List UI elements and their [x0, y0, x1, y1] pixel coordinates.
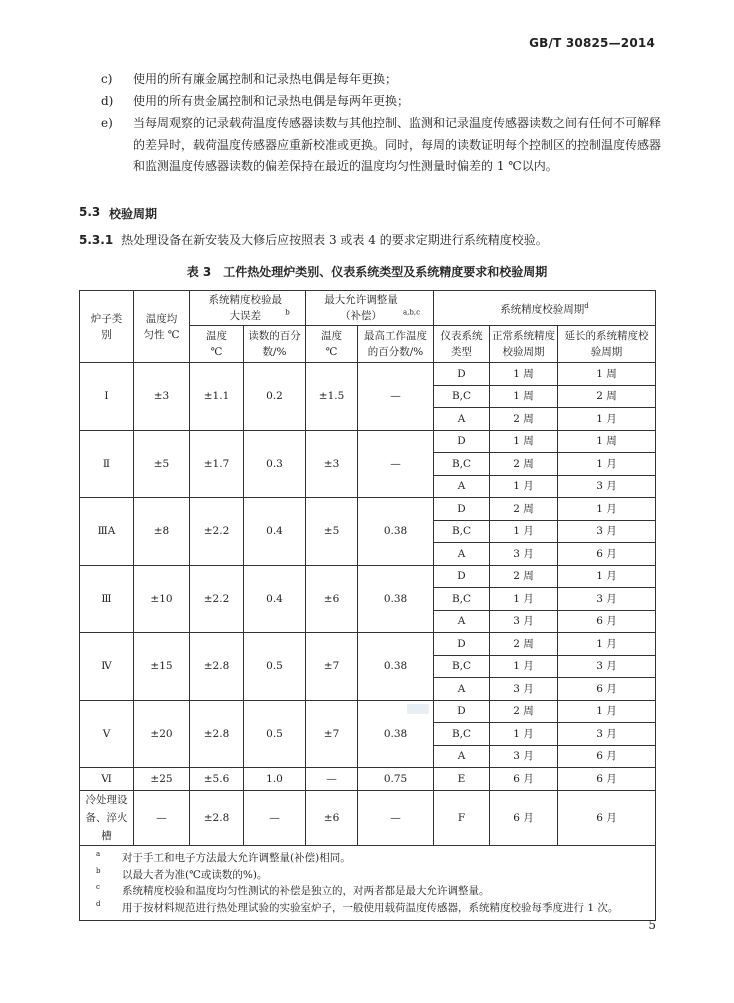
cell-inst-type: E: [434, 768, 490, 791]
cell-offset-pct: 0.38: [358, 498, 434, 566]
cell-sat-pct: —: [244, 791, 306, 846]
cell-normal-period: 1 月: [490, 520, 558, 543]
table-row: [80, 700, 656, 723]
cell-inst-type: B,C: [434, 385, 490, 408]
cell-sat-pct: 0.4: [244, 498, 306, 566]
cell-uniformity: ±8: [134, 498, 190, 566]
cell-offset-temp: ±1.5: [306, 363, 358, 431]
table-footnote: [96, 899, 649, 917]
table-row: [80, 565, 656, 588]
cell-extended-period: 1 月: [558, 408, 656, 431]
cell-inst-type: B,C: [434, 588, 490, 611]
table-row: [80, 363, 656, 386]
list-item-text: 使用的所有贵金属控制和记录热电偶是每两年更换；: [133, 94, 410, 108]
table-notes-row: [80, 846, 656, 921]
cell-offset-temp: —: [306, 768, 358, 791]
cell-sat-temp: ±1.7: [190, 430, 244, 498]
cell-class: Ⅲ: [80, 565, 134, 633]
cell-extended-period: 3 月: [558, 723, 656, 746]
header-sat-temp: 温度 ℃: [190, 326, 244, 363]
header-extended-period: 延长的系统精度校验周期: [558, 326, 656, 363]
cell-extended-period: 3 月: [558, 475, 656, 498]
footnote-text: 以最大者为准(℃或读数的%)。: [122, 868, 268, 881]
header-offset-temp: 温度 ℃: [306, 326, 358, 363]
cell-normal-period: 1 月: [490, 655, 558, 678]
cell-offset-pct: —: [358, 430, 434, 498]
header-sat-pct: 读数的百分数/%: [244, 326, 306, 363]
cell-uniformity: ±3: [134, 363, 190, 431]
table-row: [80, 633, 656, 656]
cell-class: 冷处理设备、淬火槽: [80, 791, 134, 846]
cell-extended-period: 6 月: [558, 791, 656, 846]
cell-sat-pct: 0.2: [244, 363, 306, 431]
footnote-text: 对于手工和电子方法最大允许调整量(补偿)相同。: [122, 852, 351, 864]
cell-inst-type: A: [434, 543, 490, 566]
cell-sat-pct: 0.5: [244, 700, 306, 768]
watermark-logo: [407, 704, 429, 714]
cell-inst-type: A: [434, 408, 490, 431]
table-row: [80, 768, 656, 791]
table-footnote: [96, 866, 649, 884]
cell-sat-pct: 1.0: [244, 768, 306, 791]
header-furnace-class: 炉子类别: [80, 291, 134, 363]
table-row: [80, 791, 656, 846]
header-inst-type: 仪表系统类型: [434, 326, 490, 363]
cell-inst-type: D: [434, 633, 490, 656]
cell-normal-period: 1 周: [490, 385, 558, 408]
cell-normal-period: 6 月: [490, 768, 558, 791]
list-item-label: d): [101, 94, 114, 108]
cell-inst-type: D: [434, 498, 490, 521]
cell-sat-pct: 0.5: [244, 633, 306, 701]
cell-normal-period: 1 月: [490, 475, 558, 498]
list-item-text: 使用的所有廉金属控制和记录热电偶是每年更换；: [133, 72, 398, 86]
cell-inst-type: B,C: [434, 655, 490, 678]
cell-inst-type: A: [434, 475, 490, 498]
table-notes: [80, 846, 656, 921]
cell-inst-type: B,C: [434, 453, 490, 476]
cell-normal-period: 1 周: [490, 363, 558, 386]
cell-inst-type: F: [434, 791, 490, 846]
header-normal-period: 正常系统精度校验周期: [490, 326, 558, 363]
cell-extended-period: 3 月: [558, 520, 656, 543]
page-number: 5: [648, 918, 656, 932]
cell-inst-type: D: [434, 363, 490, 386]
table-row: [80, 430, 656, 453]
cell-extended-period: 6 月: [558, 768, 656, 791]
cell-uniformity: ±25: [134, 768, 190, 791]
cell-extended-period: 1 月: [558, 700, 656, 723]
cell-normal-period: 1 周: [490, 430, 558, 453]
cell-extended-period: 1 月: [558, 453, 656, 476]
cell-class: Ⅱ: [80, 430, 134, 498]
cell-normal-period: 2 周: [490, 408, 558, 431]
cell-offset-temp: ±7: [306, 700, 358, 768]
cell-normal-period: 1 月: [490, 588, 558, 611]
cell-normal-period: 6 月: [490, 791, 558, 846]
cell-offset-pct: 0.75: [358, 768, 434, 791]
cell-class: Ⅵ: [80, 768, 134, 791]
cell-extended-period: 1 周: [558, 430, 656, 453]
cell-class: Ⅳ: [80, 633, 134, 701]
cell-uniformity: ±10: [134, 565, 190, 633]
cell-offset-temp: ±3: [306, 430, 358, 498]
cell-sat-temp: ±2.8: [190, 700, 244, 768]
footnote-key: b: [96, 866, 101, 875]
cell-normal-period: 2 周: [490, 498, 558, 521]
clause-5-3-1: [79, 231, 548, 248]
cell-sat-temp: ±5.6: [190, 768, 244, 791]
cell-sat-temp: ±1.1: [190, 363, 244, 431]
cell-offset-temp: ±7: [306, 633, 358, 701]
clause-text: 热处理设备在新安装及大修后应按照表 3 或表 4 的要求定期进行系统精度校验。: [121, 233, 548, 247]
cell-extended-period: 1 月: [558, 565, 656, 588]
cell-class: Ⅴ: [80, 700, 134, 768]
cell-inst-type: A: [434, 610, 490, 633]
header-offset-group: 最大允许调整量（补偿） $^{a,b,c}$: [306, 291, 434, 326]
table-footnote: [96, 883, 649, 900]
cell-offset-pct: —: [358, 363, 434, 431]
cell-extended-period: 2 周: [558, 385, 656, 408]
footnote-key: c: [96, 883, 100, 891]
section-number: 5.3: [79, 205, 101, 219]
table-footnote: [96, 850, 649, 867]
cell-class: Ⅰ: [80, 363, 134, 431]
footnote-text: 用于按材料规范进行热处理试验的实验室炉子，一般使用载荷温度传感器，系统精度校验每季度进行 1 次。: [122, 901, 619, 914]
cell-inst-type: D: [434, 430, 490, 453]
cell-uniformity: ±5: [134, 430, 190, 498]
cell-uniformity: ±20: [134, 700, 190, 768]
cell-normal-period: 3 月: [490, 678, 558, 701]
cell-offset-pct: 0.38: [358, 700, 434, 768]
cell-extended-period: 3 月: [558, 588, 656, 611]
cell-inst-type: D: [434, 565, 490, 588]
cell-sat-temp: ±2.2: [190, 565, 244, 633]
cell-extended-period: 1 周: [558, 363, 656, 386]
clause-number: 5.3.1: [79, 233, 114, 247]
cell-normal-period: 3 月: [490, 543, 558, 566]
header-sat-group: 系统精度校验最大误差 $^b$: [190, 291, 306, 326]
cell-offset-pct: 0.38: [358, 633, 434, 701]
cell-normal-period: 3 月: [490, 745, 558, 768]
cell-sat-temp: ±2.8: [190, 791, 244, 846]
cell-inst-type: A: [434, 745, 490, 768]
cell-extended-period: 6 月: [558, 678, 656, 701]
cell-sat-temp: ±2.2: [190, 498, 244, 566]
cell-inst-type: B,C: [434, 723, 490, 746]
table-caption: 表 3 工件热处理炉类别、仪表系统类型及系统精度要求和校验周期: [186, 265, 548, 279]
section-title: 校验周期: [109, 207, 158, 221]
cell-extended-period: 6 月: [558, 610, 656, 633]
cell-extended-period: 3 月: [558, 655, 656, 678]
cell-offset-pct: —: [358, 791, 434, 846]
table-row: [80, 498, 656, 521]
standard-number: GB/T 30825—2014: [529, 36, 655, 50]
calibration-table: [79, 290, 656, 921]
footnote-key: a: [96, 850, 101, 858]
cell-extended-period: 6 月: [558, 543, 656, 566]
footnote-text: 系统精度校验和温度均匀性测试的补偿是独立的，对两者都是最大允许调整量。: [122, 885, 490, 897]
cell-normal-period: 2 周: [490, 700, 558, 723]
cell-offset-temp: ±6: [306, 565, 358, 633]
cell-inst-type: D: [434, 700, 490, 723]
cell-extended-period: 1 月: [558, 633, 656, 656]
list-item-label: c): [101, 72, 113, 86]
cell-normal-period: 2 周: [490, 633, 558, 656]
cell-class: ⅢA: [80, 498, 134, 566]
list-item-text: 当每周观察的记录载荷温度传感器读数与其他控制、监测和记录温度传感器读数之间有任何不可解释的差异时，载荷温度传感器应重新校准或更换。同时，每周的读数证明每个控制区的控制温度传感器和监测温度传感器读数的偏差保持在最近的温度均匀性测量时偏差的 1 ℃以内。: [133, 116, 662, 173]
cell-normal-period: 1 月: [490, 723, 558, 746]
cell-offset-temp: ±6: [306, 791, 358, 846]
cell-normal-period: 2 周: [490, 453, 558, 476]
header-period-group: 系统精度校验周期$^d$: [434, 291, 656, 326]
cell-extended-period: 1 月: [558, 498, 656, 521]
cell-offset-pct: 0.38: [358, 565, 434, 633]
cell-offset-temp: ±5: [306, 498, 358, 566]
cell-sat-pct: 0.3: [244, 430, 306, 498]
footnote-key: d: [96, 899, 101, 908]
cell-sat-pct: 0.4: [244, 565, 306, 633]
cell-uniformity: ±15: [134, 633, 190, 701]
header-uniformity: 温度均匀性 ℃: [134, 291, 190, 363]
cell-sat-temp: ±2.8: [190, 633, 244, 701]
header-offset-pct: 最高工作温度的百分数/%: [358, 326, 434, 363]
cell-normal-period: 3 月: [490, 610, 558, 633]
list-item-label: e): [101, 116, 113, 130]
cell-extended-period: 6 月: [558, 745, 656, 768]
cell-inst-type: A: [434, 678, 490, 701]
cell-normal-period: 2 周: [490, 565, 558, 588]
cell-uniformity: —: [134, 791, 190, 846]
cell-inst-type: B,C: [434, 520, 490, 543]
